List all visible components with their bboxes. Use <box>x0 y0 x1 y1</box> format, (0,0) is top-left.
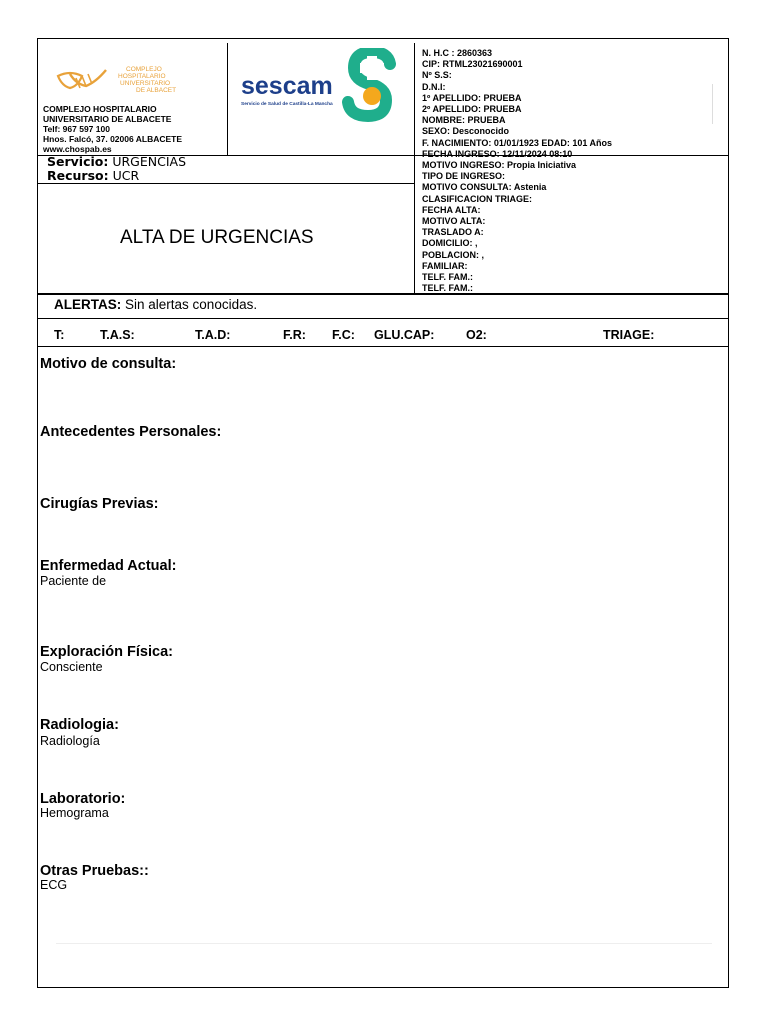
patient-domicilio: DOMICILIO: , <box>422 238 478 249</box>
sescam-wordmark: sescam <box>241 72 333 100</box>
section-exploracion-text: Consciente <box>40 660 103 674</box>
section-antecedentes: Antecedentes Personales: <box>40 424 222 440</box>
vital-tad: T.A.D: <box>195 328 231 342</box>
hospital-line: UNIVERSITARIO DE ALBACETE <box>43 114 172 124</box>
hospital-website: www.chospab.es <box>43 144 112 154</box>
patient-motivo-alta: MOTIVO ALTA: <box>422 216 486 227</box>
hospital-logo-mark-icon <box>56 62 176 98</box>
divider-vitals <box>38 346 728 347</box>
section-enfermedad-actual: Enfermedad Actual: <box>40 558 177 574</box>
patient-familiar: FAMILIAR: <box>422 260 468 271</box>
hospital-logo-line: COMPLEJO <box>126 66 162 73</box>
vital-fr: F.R: <box>283 328 306 342</box>
hospital-line: COMPLEJO HOSPITALARIO <box>43 104 157 114</box>
alerts-value: Sin alertas conocidas. <box>125 297 258 312</box>
vital-tas: T.A.S: <box>100 328 135 342</box>
hospital-logo-line: DE ALBACETE <box>136 87 176 94</box>
section-laboratorio: Laboratorio: <box>40 791 126 807</box>
section-radiologia: Radiologia: <box>40 717 119 733</box>
hospital-logo <box>56 62 176 98</box>
section-motivo-consulta: Motivo de consulta: <box>40 356 177 372</box>
hospital-street: Hnos. Falcó, 37. 02006 ALBACETE <box>43 134 183 144</box>
vital-fc: F.C: <box>332 328 355 342</box>
section-otras-pruebas-text: ECG <box>40 878 68 892</box>
recurso-row <box>47 169 186 183</box>
patient-apellido2: 2º APELLIDO: PRUEBA <box>422 104 522 115</box>
header-divider-right <box>414 43 415 293</box>
alerts-label: ALERTAS: <box>54 297 122 312</box>
recurso-label: Recurso: <box>47 168 109 183</box>
header-divider-left <box>227 43 228 155</box>
scroll-mark <box>712 84 713 124</box>
patient-traslado: TRASLADO A: <box>422 227 484 238</box>
patient-motivo-consulta: MOTIVO CONSULTA: Astenia <box>422 182 547 193</box>
recurso-value: UCR <box>112 168 140 183</box>
sescam-logo <box>238 48 404 122</box>
patient-info <box>422 48 612 294</box>
patient-poblacion: POBLACION: , <box>422 249 484 260</box>
servicio-label: Servicio: <box>47 154 109 169</box>
patient-telf-fam: TELF. FAM.: <box>422 272 473 283</box>
vital-triage: TRIAGE: <box>603 328 655 342</box>
patient-nombre: NOMBRE: PRUEBA <box>422 115 506 126</box>
patient-fecha-alta: FECHA ALTA: <box>422 204 481 215</box>
patient-sexo: SEXO: Desconocido <box>422 126 510 137</box>
hospital-logo-line: UNIVERSITARIO <box>120 80 171 87</box>
patient-nacimiento: F. NACIMIENTO: 01/01/1923 EDAD: 101 Años <box>422 137 613 148</box>
sescam-logo-mark-icon <box>238 48 404 122</box>
patient-motivo-ingreso: MOTIVO INGRESO: Propia Iniciativa <box>422 160 577 171</box>
servicio-row <box>47 155 186 169</box>
sescam-subtitle: Servicio de Salud de Castilla-La Mancha <box>241 102 333 107</box>
section-cirugias: Cirugías Previas: <box>40 496 159 512</box>
patient-ss: Nº S.S: <box>422 70 452 81</box>
section-exploracion: Exploración Física: <box>40 644 173 660</box>
patient-triage: CLASIFICACION TRIAGE: <box>422 193 532 204</box>
footer-rule <box>56 943 712 944</box>
hospital-logo-line: HOSPITALARIO <box>118 73 166 80</box>
patient-dni: D.N.I: <box>422 81 446 92</box>
hospital-phone: Telf: 967 597 100 <box>43 124 110 134</box>
divider-alerts <box>38 318 728 319</box>
patient-apellido1: 1º APELLIDO: PRUEBA <box>422 92 522 103</box>
vital-o2: O2: <box>466 328 487 342</box>
patient-fecha-ingreso: FECHA INGRESO: 12/11/2024 08:10 <box>422 148 573 159</box>
service-block <box>47 155 186 183</box>
divider-header-bottom <box>38 293 728 295</box>
divider-title <box>38 183 414 184</box>
vital-glucap: GLU.CAP: <box>374 328 435 342</box>
patient-hc: N. H.C : 2860363 <box>422 48 493 58</box>
hospital-address <box>43 104 182 154</box>
document-title: ALTA DE URGENCIAS <box>120 227 314 248</box>
section-laboratorio-text: Hemograma <box>40 806 109 820</box>
vital-t: T: <box>54 328 65 342</box>
servicio-value: URGENCIAS <box>112 154 187 169</box>
patient-telf-fam-2: TELF. FAM.: <box>422 283 473 294</box>
alerts-row <box>54 297 257 312</box>
patient-tipo-ingreso: TIPO DE INGRESO: <box>422 171 506 182</box>
section-radiologia-text: Radiología <box>40 734 100 748</box>
section-enfermedad-actual-text: Paciente de <box>40 574 107 588</box>
section-otras-pruebas: Otras Pruebas:: <box>40 863 149 879</box>
patient-cip: CIP: RTML23021690001 <box>422 59 523 70</box>
